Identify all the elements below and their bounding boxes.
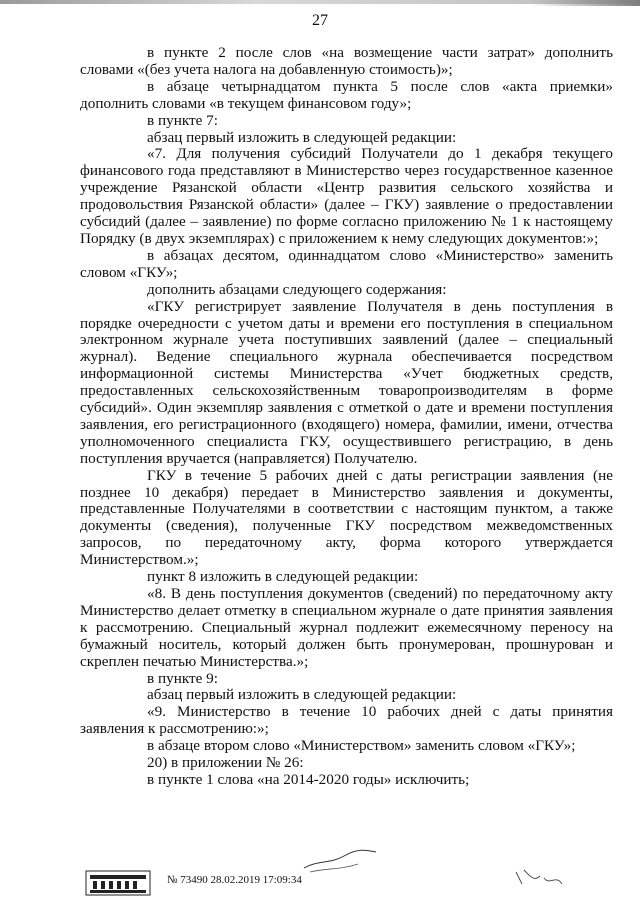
paragraph: пункт 8 изложить в следующей редакции: (147, 568, 419, 586)
registration-stamp: № 73490 28.02.2019 17:09:34 (167, 874, 302, 886)
paragraph: в абзаце втором слово «Министерством» заменить словом «ГКУ»; (147, 737, 576, 755)
paragraph: в пункте 2 после слов «на возмещение части затрат» дополнить словами «(без учета налога на добавленную стоимость)»; (80, 44, 613, 78)
paragraph: в пункте 7: (147, 111, 218, 129)
paragraph: абзац первый изложить в следующей редакции: (147, 686, 457, 704)
paragraph: дополнить абзацами следующего содержания: (147, 280, 447, 298)
paragraph: в абзаце четырнадцатом пункта 5 после слов «акта приемки» дополнить словами «в текущем финансовом году»; (80, 77, 613, 112)
document-body (80, 45, 613, 789)
paragraph: ГКУ в течение 5 рабочих дней с даты регистрации заявления (не позднее 10 декабря) передает в Министерство заявления и документы, представленные Получателями в соответствии с настоящим пунктом, а также документы (сведения), полученные ГКУ посредством межведомственных запросов, по передаточному акту, форма которого утверждается Министерством.»; (80, 466, 613, 569)
paragraph: «9. Министерство в течение 10 рабочих дней с даты принятия заявления к рассмотрению:»; (80, 703, 613, 738)
paragraph: абзац первый изложить в следующей редакции: (147, 128, 457, 146)
paragraph: «ГКУ регистрирует заявление Получателя в день поступления в порядке очередности с учетом даты и времени его поступления в специальном электронном журнале учета поступивших заявлений (далее – специальный журнал). Ведение специального журнала обеспечивается посредством информационной системы Министерства «Учет бюджетных средств, предоставленных сельскохозяйственным товаропроизводителям в форме субсидий». Один экземпляр заявления с отметкой о дате и времени поступления заявления, его регистрационного (входящего) номера, фамилии, имени, отчества уполномоченного специалиста ГКУ, осуществившего регистрацию, в день поступления вручается (направляется) Получателю. (80, 297, 613, 467)
scan-edge-shadow-right (530, 0, 640, 6)
paragraph: в пункте 1 слова «на 2014-2020 годы» исключить; (147, 770, 470, 788)
paragraph: «7. Для получения субсидий Получатели до 1 декабря текущего финансового года представляют в Министерство через государственное казенное учреждение Рязанской области «Центр развития сельского хозяйства и продовольствия Рязанской области» (далее – ГКУ) заявление о предоставлении субсидий (далее – заявление) по форме согласно приложению № 1 к настоящему Порядку (в двух экземплярах) с приложением к нему следующих документов:»; (80, 145, 613, 247)
paragraph: в пункте 9: (147, 669, 218, 687)
paragraph: в абзацах десятом, одиннадцатом слово «Министерство» заменить словом «ГКУ»; (80, 246, 613, 281)
paragraph: «8. В день поступления документов (сведений) по передаточному акту Министерство делает отметку в специальном журнале о дате принятия заявления к рассмотрению. Специальный журнал подлежит ежемесячному переносу на бумажный носитель, который должен быть пронумерован, прошнурован и скреплен печатью Министерства.»; (80, 585, 613, 670)
page-number: 27 (312, 12, 328, 29)
ministry-logo-icon (85, 870, 151, 896)
footer (85, 858, 545, 898)
paragraph: 20) в приложении № 26: (147, 754, 304, 772)
